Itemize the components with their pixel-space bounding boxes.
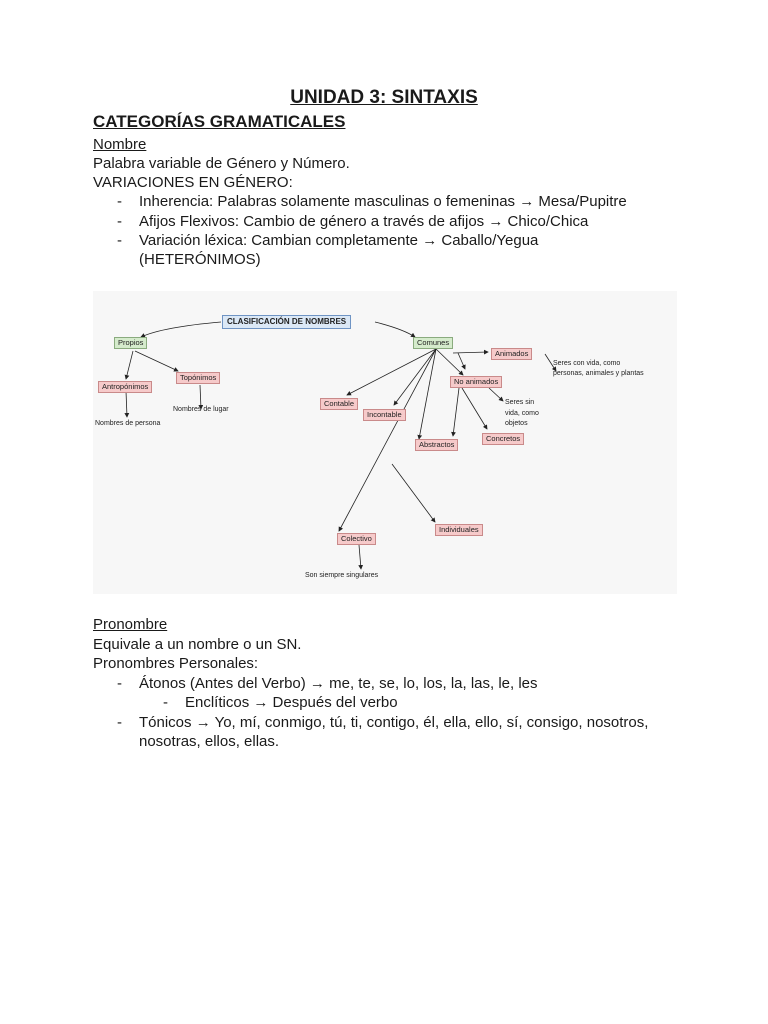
note-animados-2: personas, animales y plantas (553, 370, 644, 377)
classification-diagram (93, 291, 677, 594)
note-nombres-lugar: Nombres de lugar (173, 406, 229, 413)
pronombre-definition: Equivale a un nombre o un SN. (93, 636, 302, 653)
pronombres-personales-heading: Pronombres Personales: (93, 655, 259, 672)
note-animados-1: Seres con vida, como (553, 360, 621, 367)
bullet-encliticos: Enclíticos → Después del verbo (185, 694, 398, 711)
bullet-atonos: Átonos (Antes del Verbo) → me, te, se, lo, los, la, las, le, les (139, 675, 538, 692)
node-toponimos: Topónimos (176, 372, 220, 384)
bullet-dash: - (117, 675, 122, 692)
node-incontable: Incontable (363, 409, 406, 421)
node-concretos: Concretos (482, 433, 524, 445)
pronombre-heading: Pronombre (93, 616, 168, 633)
bullet-variacion: Variación léxica: Cambian completamente → Caballo/Yegua (139, 232, 539, 249)
section-subtitle: CATEGORÍAS GRAMATICALES (93, 112, 346, 131)
node-comunes: Comunes (413, 337, 453, 349)
note-no-animados-1: Seres sin (505, 399, 535, 406)
bullet-inherencia: Inherencia: Palabras solamente masculinas o femeninas → Mesa/Pupitre (139, 193, 627, 210)
variaciones-heading: VARIACIONES EN GÉNERO: (93, 174, 293, 191)
bullet-dash: - (117, 193, 122, 210)
node-antroponimos: Antropónimos (98, 381, 152, 393)
note-nombres-persona: Nombres de persona (95, 420, 161, 427)
node-abstractos: Abstractos (415, 439, 458, 451)
nombre-heading: Nombre (93, 136, 147, 153)
bullet-dash: - (163, 694, 168, 711)
node-animados: Animados (491, 348, 532, 360)
node-clasificacion: CLASIFICACIÓN DE NOMBRES (222, 315, 351, 329)
bullet-variacion-cont: (HETERÓNIMOS) (139, 251, 261, 268)
bullet-tonicos-cont: nosotras, ellos, ellas. (139, 733, 280, 750)
bullet-dash: - (117, 213, 122, 230)
bullet-dash: - (117, 714, 122, 731)
note-no-animados-3: objetos (505, 420, 528, 427)
node-individuales: Individuales (435, 524, 483, 536)
bullet-dash: - (117, 232, 122, 249)
document-title: UNIDAD 3: SINTAXIS (290, 87, 478, 108)
nombre-definition: Palabra variable de Género y Número. (93, 155, 350, 172)
node-no-animados: No animados (450, 376, 502, 388)
bullet-afijos: Afijos Flexivos: Cambio de género a través de afijos → Chico/Chica (139, 213, 589, 230)
note-colectivo: Son siempre singulares (305, 572, 379, 579)
diagram-connectors (93, 291, 677, 594)
note-no-animados-2: vida, como (505, 410, 539, 417)
node-propios: Propios (114, 337, 147, 349)
node-contable: Contable (320, 398, 358, 410)
node-colectivo: Colectivo (337, 533, 376, 545)
bullet-tonicos: Tónicos → Yo, mí, conmigo, tú, ti, contigo, él, ella, ello, sí, consigo, nosotros, (139, 714, 649, 731)
